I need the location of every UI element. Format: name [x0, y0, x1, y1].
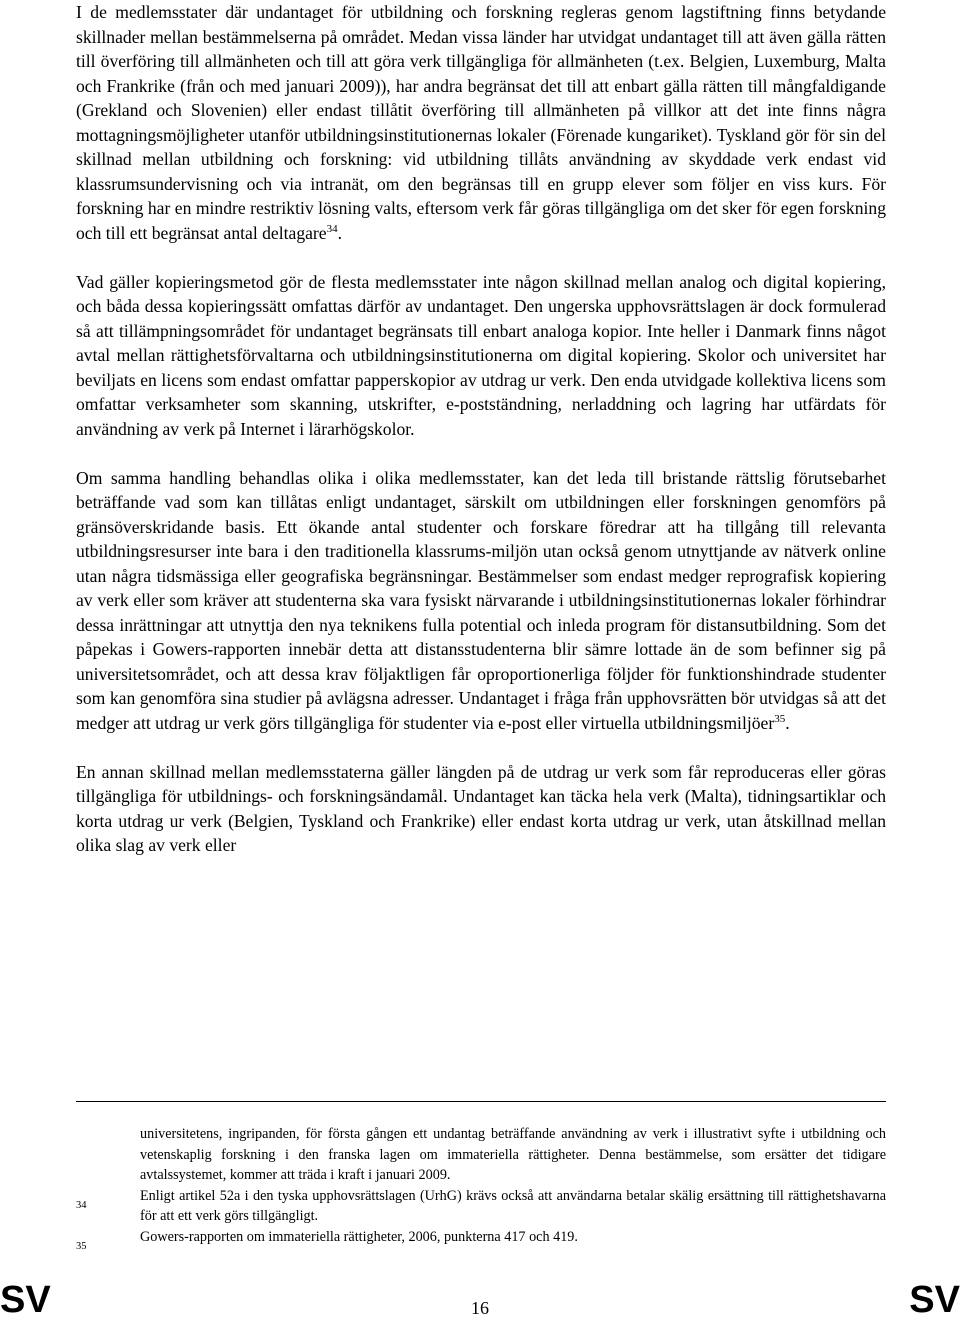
footnote-ref-35[interactable]: 35 — [774, 712, 786, 725]
footnote-continuation: universitetens, ingripanden, för första gången ett undantag beträffande användning av verk i illustrativt syfte i utbildning och vetenskaplig forskning i den franska lagen om immateriella rättigheter. Denna bestämmelse, som ersätter det tidigare avtalssystemet, kommer att träda i kraft i januari 2009. — [140, 1126, 886, 1183]
paragraph-4 — [76, 760, 886, 858]
footnote-ref-34[interactable]: 34 — [326, 222, 338, 235]
body-text — [76, 0, 886, 858]
footnote-number: 34 — [76, 1199, 87, 1211]
footnote-34 — [76, 1186, 886, 1227]
footnote-35 — [76, 1227, 886, 1253]
paragraph-1 — [76, 0, 886, 245]
paragraph-2-text: Vad gäller kopieringsmetod gör de flesta medlemsstater inte någon skillnad mellan analog och digital kopiering, och båda dessa kopieringssätt omfattas därför av undantaget. Den ungerska upphovsrättslagen är dock formulerad så att tillämpningsområdet för undantaget begränsats till enbart analoga kopior. Inte heller i Danmark finns något avtal mellan rättighetsförvaltarna och utbildningsinstitutionerna om digital kopiering. Skolor och universitet har beviljats en licens som endast omfattar papperskopior av utdrag ur verk. Den enda utvidgade kollektiva licens som omfattar verksamheter som skanning, utskrifter, e-postständning, nerladdning och lagring har utfärdats för användning av verk på Internet i lärarhögskolor. — [76, 271, 886, 439]
footnote-divider — [76, 1101, 886, 1102]
language-code-left: SV — [0, 1279, 51, 1321]
footnote-text: Gowers-rapporten om immateriella rättigheter, 2006, punkterna 417 och 419. — [140, 1228, 578, 1245]
paragraph-2 — [76, 270, 886, 442]
paragraph-3-text: Om samma handling behandlas olika i olika medlemsstater, kan det leda till bristande rättslig förutsebarhet beträffande vad som kan tillåtas enligt undantaget, särskilt om utbildningen eller forskningen genomförs på gränsöverskridande basis. Ett ökande antal studenter och forskare föredrar att ha tillgång till relevanta utbildningsresurser inte bara i den traditionella klassrums-miljön utan också genom utnyttjande av nätverk online utan några tidsmässiga eller geografiska begränsningar. Bestämmelser som endast medger reprografisk kopiering av verk eller som kräver att studenterna ska vara fysiskt närvarande i utbildningsinstitutionernas lokaler förhindrar dessa inrättningar att utnyttja den nya teknikens fulla potential och inleda program för distansutbildning. Som det påpekas i Gowers-rapporten innebär detta att distansstudenterna blir sämre lottade än de som befinner sig på universitetsområdet, och att dessa krav följaktligen får oproportionerliga följder för funktionshindrade studenter som kan genomföra sina studier på avlägsna adresser. Undantaget i fråga från upphovsrätten bör utvidgas så att det medger att utdrag ur verk görs tillgängliga för studenter via e-post eller virtuella utbildningsmiljöer — [76, 467, 886, 733]
language-code-right: SV — [909, 1279, 960, 1321]
paragraph-3 — [76, 466, 886, 736]
paragraph-3-end: . — [785, 712, 790, 733]
footnote-number: 35 — [76, 1240, 87, 1252]
footnotes — [76, 1124, 886, 1253]
paragraph-1-text: I de medlemsstater där undantaget för utbildning och forskning regleras genom lagstiftning finns betydande skillnader mellan bestämmelserna på området. Medan vissa länder har utvidgat undantaget till att även gälla rätten till överföring till allmänheten och till att göra verk tillgängliga för allmänheten (t.ex. Belgien, Luxemburg, Malta och Frankrike (från och med januari 2009)), har andra begränsat det till att enbart gälla rätten till mångfaldigande (Grekland och Slovenien) eller endast tillåtit överföring till allmänheten på villkor att det inte finns några mottagningsmöjligheter utanför utbildningsinstitutionernas lokaler (Förenade kungariket). Tyskland gör för sin del skillnad mellan utbildning och forskning: vid utbildning tillåts användning av skyddade verk endast vid klassrumsundervisning och via intranät, om den begränsas till en grupp elever som följer en viss kurs. För forskning har en mindre restriktiv lösning valts, eftersom verk får göras tillgängliga om det sker för egen forskning och till ett begränsat antal deltagare — [76, 2, 886, 243]
page-number: 16 — [471, 1298, 489, 1318]
paragraph-1-end: . — [337, 222, 343, 243]
footnote-text: Enligt artikel 52a i den tyska upphovsrättslagen (UrhG) krävs också att användarna betalar skälig ersättning till rättighetshavarna för att ett verk görs tillgängligt. — [140, 1187, 886, 1224]
paragraph-4-text: En annan skillnad mellan medlemsstaterna gäller längden på de utdrag ur verk som får reproduceras eller göras tillgängliga för utbildnings- och forskningsändamål. Undantaget kan täcka hela verk (Malta), tidningsartiklar och korta utdrag ur verk (Belgien, Tyskland och Frankrike) eller endast korta utdrag ur verk, utan åtskillnad mellan olika slag av verk eller — [76, 761, 886, 855]
